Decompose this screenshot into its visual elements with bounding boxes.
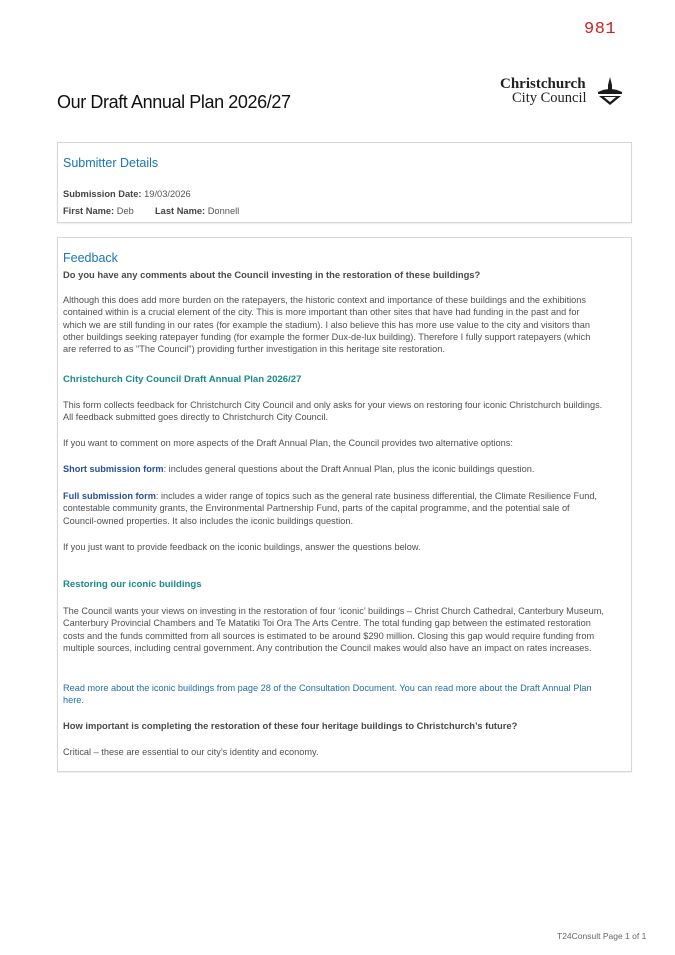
page-footer: T24Consult Page 1 of 1 [557, 931, 647, 941]
page-title: Our Draft Annual Plan 2026/27 [57, 92, 291, 112]
name-row [63, 206, 239, 216]
answer-comments: Although this does add more burden on the ratepayers, the historic context and importance of these buildings and the exhibitions contained within is a crucial element of the city. This is more important than other sites that have had funding in the past and for which we are still funding in our rates (for example the stadium). I also believe this has more use value to the city and visitors than other buildings seeking ratepayer funding (for example the former Dux-de-lux building). Therefore I fully support ratepayers (which are referred to as "The Council") providing further investigation in this heritage site restoration. [63, 295, 591, 355]
submission-date-row [63, 189, 191, 199]
feedback-heading: Feedback [63, 251, 118, 265]
full-form-text [63, 490, 605, 527]
submission-date-value: 19/03/2026 [144, 189, 191, 199]
submitter-details-heading: Submitter Details [63, 156, 159, 170]
logo-line1: Christchurch [500, 76, 586, 92]
submission-date-label: Submission Date: [63, 189, 142, 199]
options-intro-text: If you want to comment on more aspects of the Draft Annual Plan, the Council provides two alternative options: [63, 438, 513, 448]
read-more-link[interactable]: Read more about the iconic buildings from page 28 of the Consultation Document. You can read more about the Draft Annual Plan here. [63, 683, 592, 706]
council-logo [498, 76, 628, 108]
last-name-label: Last Name: [155, 206, 206, 216]
short-form-text [63, 463, 605, 475]
restoring-heading: Restoring our iconic buildings [63, 579, 202, 590]
logo-line2: City Council [512, 90, 587, 106]
short-submission-form-label: Short submission form [63, 464, 164, 474]
first-name-value: Deb [116, 206, 134, 216]
cathedral-logo-icon [595, 76, 625, 106]
question-comments: Do you have any comments about the Council investing in the restoration of these buildings? [63, 269, 481, 280]
question-importance: How important is completing the restoration of these four heritage buildings to Christchurch’s future? [63, 720, 518, 731]
first-name-label: First Name: [63, 206, 115, 216]
plan-intro-text: This form collects feedback for Christchurch City Council and only asks for your views on restoring four iconic Christchurch buildings. All feedback submitted goes directly to Christchurch City Council. [63, 400, 603, 423]
last-name-value: Donnell [207, 206, 240, 216]
page-number: 981 [584, 20, 617, 39]
full-submission-form-label: Full submission form [63, 491, 156, 501]
restoring-text: The Council wants your views on investing in the restoration of four ‘iconic’ buildings – Christ Church Cathedral, Canterbury Museum, Canterbury Provincial Chambers and Te Matatiki Toi Ora The Arts Centre. The total funding gap between the estimated restoration costs and the funds committed from all sources is estimated to be around $290 million. Closing this gap would require funding from multiple sources, including central government. Any contribution the Council makes would also have an impact on rates increases. [63, 606, 604, 653]
feedback-panel [57, 237, 632, 772]
submitter-details-panel [57, 142, 632, 223]
just-iconic-text: If you just want to provide feedback on the iconic buildings, answer the questions below. [63, 542, 421, 552]
full-form-description: : includes a wider range of topics such as the general rate business differential, the Climate Resilience Fund, contestable community grants, the Environmental Partnership Fund, parts of the capital programme, and the potential sale of Council-owned properties. It also includes the iconic buildings question. [63, 491, 597, 526]
short-form-description: : includes general questions about the Draft Annual Plan, plus the iconic buildings question. [163, 464, 535, 474]
answer-importance: Critical – these are essential to our city’s identity and economy. [63, 747, 319, 757]
draft-plan-heading: Christchurch City Council Draft Annual Plan 2026/27 [63, 374, 302, 385]
